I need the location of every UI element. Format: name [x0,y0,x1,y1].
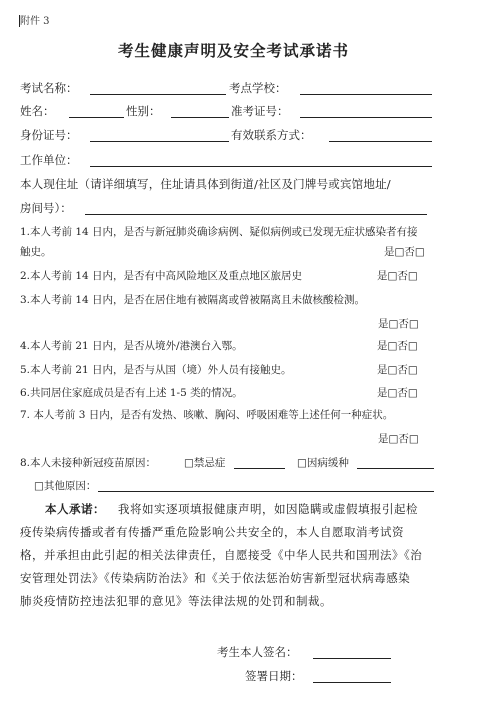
q1-line2: 触史。 [20,246,52,258]
q2-text: 2.本人考前 14 日内，是否有中高风险地区及重点地区旅居史 [20,270,303,282]
contact-label: 有效联系方式： [231,128,312,142]
signature-label: 考生本人签名： [217,645,298,659]
q8-option-other[interactable]: □其他原因： [34,480,97,492]
q8-other-field[interactable] [98,491,434,492]
q8-option-contraindication[interactable]: □禁忌症 [184,457,226,469]
exam-name-label: 考试名称： [20,81,78,95]
page-title: 考生健康声明及安全考试承诺书 [118,41,350,60]
name-field[interactable] [69,117,124,118]
q4-choice[interactable]: 是□否□ [377,340,418,352]
id-field[interactable] [90,141,229,142]
q1-choice[interactable]: 是□否□ [384,246,425,258]
q5-choice[interactable]: 是□否□ [377,364,418,376]
address-line2: 房间号）： [20,201,72,215]
exam-name-field[interactable] [90,94,226,95]
sign-date-label: 签署日期： [245,669,303,683]
signature-field[interactable] [313,658,391,659]
work-label: 工作单位： [20,153,78,167]
sign-date-field[interactable] [313,682,391,683]
q8-deferred-field[interactable] [357,468,434,469]
q2-choice[interactable]: 是□否□ [377,270,418,282]
ticket-field[interactable] [300,117,432,118]
address-field[interactable] [85,214,427,215]
promise-line1: 我将如实逐项填报健康声明，如因隐瞒或虚假填报引起检 [118,502,418,516]
promise-line3: 格，并承担由此引起的相关法律责任，自愿接受《中华人民共和国刑法》《治 [20,548,423,562]
work-field[interactable] [90,166,432,167]
q4-text: 4.本人考前 21 日内，是否从境外/港澳台入鄂。 [20,340,243,352]
attachment-label: 附件 3 [20,16,50,27]
promise-heading: 本人承诺： [45,502,105,516]
q7-choice[interactable]: 是□否□ [378,433,419,445]
q7-text: 7. 本人考前 3 日内，是否有发热、咳嗽、胸闷、呼吸困难等上述任何一种症状。 [20,409,394,421]
gender-field[interactable] [171,117,229,118]
address-line1: 本人现住址（请详细填写，住址请具体到街道/社区及门牌号或宾馆地址/ [20,177,391,191]
contact-field[interactable] [329,141,432,142]
exam-site-label: 考点学校： [229,81,287,95]
ticket-label: 准考证号： [231,104,289,118]
q6-choice[interactable]: 是□否□ [377,387,418,399]
q8-option-deferred[interactable]: □因病缓种 [297,457,349,469]
id-label: 身份证号： [20,128,78,142]
q5-text: 5.本人考前 21 日内，是否与从国（境）外人员有接触史。 [20,364,292,376]
promise-line4: 安管理处罚法》《传染病防治法》和《关于依法惩治妨害新型冠状病毒感染 [20,571,411,585]
promise-line5: 肺炎疫情防控违法犯罪的意见》等法律法规的处罚和制裁。 [20,594,332,608]
exam-site-field[interactable] [300,94,432,95]
q1-line1: 1.本人考前 14 日内，是否与新冠肺炎确诊病例、疑似病例或已发现无症状感染者有接 [20,226,418,238]
promise-line2: 疫传染病传播或者有传播严重危险影响公共安全的，本人自愿取消考试资 [20,525,404,539]
q8-label: 8.本人未接种新冠疫苗原因： [20,457,157,469]
q8-contraindication-field[interactable] [234,468,285,469]
q6-text: 6.共同居住家庭成员是否有上述 1-5 类的情况。 [20,387,243,399]
name-label: 姓名： [20,104,55,118]
q3-choice[interactable]: 是□否□ [378,318,419,330]
q3-text: 3.本人考前 14 日内，是否在居住地有被隔离或曾被隔离且未做核酸检测。 [20,294,366,306]
gender-label: 性别： [126,104,161,118]
